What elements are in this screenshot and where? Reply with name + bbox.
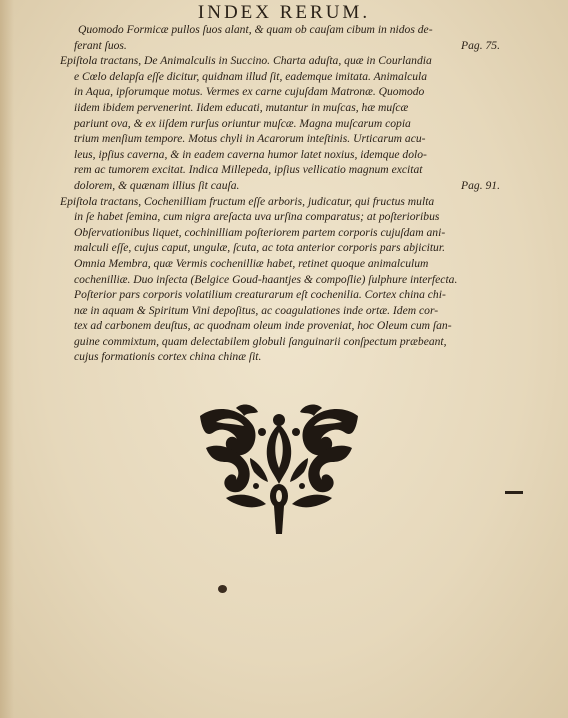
entry-line: næ in aquam & Spiritum Vini depoſitus, ac coagulationes inde ortæ. Idem cor- <box>74 303 439 317</box>
entry-line: e Cœlo delapſa eſſe dicitur, quidnam illud ſit, eademque imitata. Animalcula <box>74 69 428 83</box>
entry-line: trium menſium tempore. Motus chyli in Acarorum inteſtinis. Urticarum acu- <box>74 132 426 146</box>
ink-spot <box>218 585 227 593</box>
entry-line: leus, ipſius caverna, & in eadem caverna humor latet noxius, idemque dolo- <box>74 147 427 161</box>
entry-line: Poſterior pars corporis volatilium creaturarum eſt cochenilia. Cortex china chi- <box>74 288 446 302</box>
entry-line: cujus formationis cortex china chinæ ſit. <box>74 350 262 364</box>
entry-line: Epiſtola tractans, De Animalculis in Succino. Charta aduſta, quæ in Courlandia <box>60 54 432 68</box>
entry-line: malculi eſſe, cujus caput, ungulæ, ſcuta, ac tota anterior corporis pars abjicitur. <box>74 241 445 255</box>
page-reference: Pag. 91. <box>461 178 500 192</box>
index-entry <box>60 194 500 366</box>
page-reference: Pag. 75. <box>461 38 500 52</box>
entry-line: Obſervationibus liquet, cochinilliam poſteriorem partem corporis cujuſdam ani- <box>74 225 446 239</box>
index-entry <box>60 22 500 53</box>
index-text <box>60 22 500 365</box>
margin-mark <box>505 491 523 494</box>
entry-line: Quomodo Formicæ pullos ſuos alant, & quam ob cauſam cibum in nidos de- <box>78 23 433 36</box>
entry-line: rem ac tumorem excitat. Indica Millepeda, ipſius vellicatio magnum excitat <box>74 163 423 177</box>
entry-line: in Aqua, ipſorumque motus. Vermes ex carne cujuſdam Matronæ. Quomodo <box>74 85 425 99</box>
entry-line-text: ferant ſuos. <box>74 38 127 52</box>
entry-line: in ſe habet ſemina, cum nigra areſacta uva urſina comparatus; at poſterioribus <box>74 210 440 224</box>
foliage-ornament-icon <box>196 402 362 534</box>
index-entry <box>60 53 500 193</box>
entry-line: iidem ibidem pervenerint. Iidem educati, mutantur in muſcas, hæ muſcæ <box>74 100 409 114</box>
entry-line: guine commixtum, quam delectabilem globuli ſanguinarii conſpectum præbeant, <box>74 334 447 348</box>
entry-line <box>60 178 500 194</box>
running-header: INDEX RERUM. <box>197 2 371 23</box>
entry-line: tex ad carbonem deuſtus, ac quodnam oleum inde proveniat, hoc Oleum cum ſan- <box>74 319 452 333</box>
entry-line: cochenilliæ. Duo inſecta (Belgice Goud-haantjes & compoſlie) ſulphure interfecta. <box>74 272 458 286</box>
entry-line: Omnia Membra, quæ Vermis cochenilliæ habet, retinet quoque animalculum <box>74 256 429 270</box>
entry-line-text: dolorem, & quænam illius ſit cauſa. <box>74 178 240 192</box>
entry-line <box>60 38 500 54</box>
entry-line: pariunt ova, & ex iiſdem rurſus oriuntur muſcæ. Magna muſcarum copia <box>74 116 411 130</box>
entry-line: Epiſtola tractans, Cochenilliam fructum eſſe arboris, judicatur, qui fructus multa <box>60 194 435 208</box>
